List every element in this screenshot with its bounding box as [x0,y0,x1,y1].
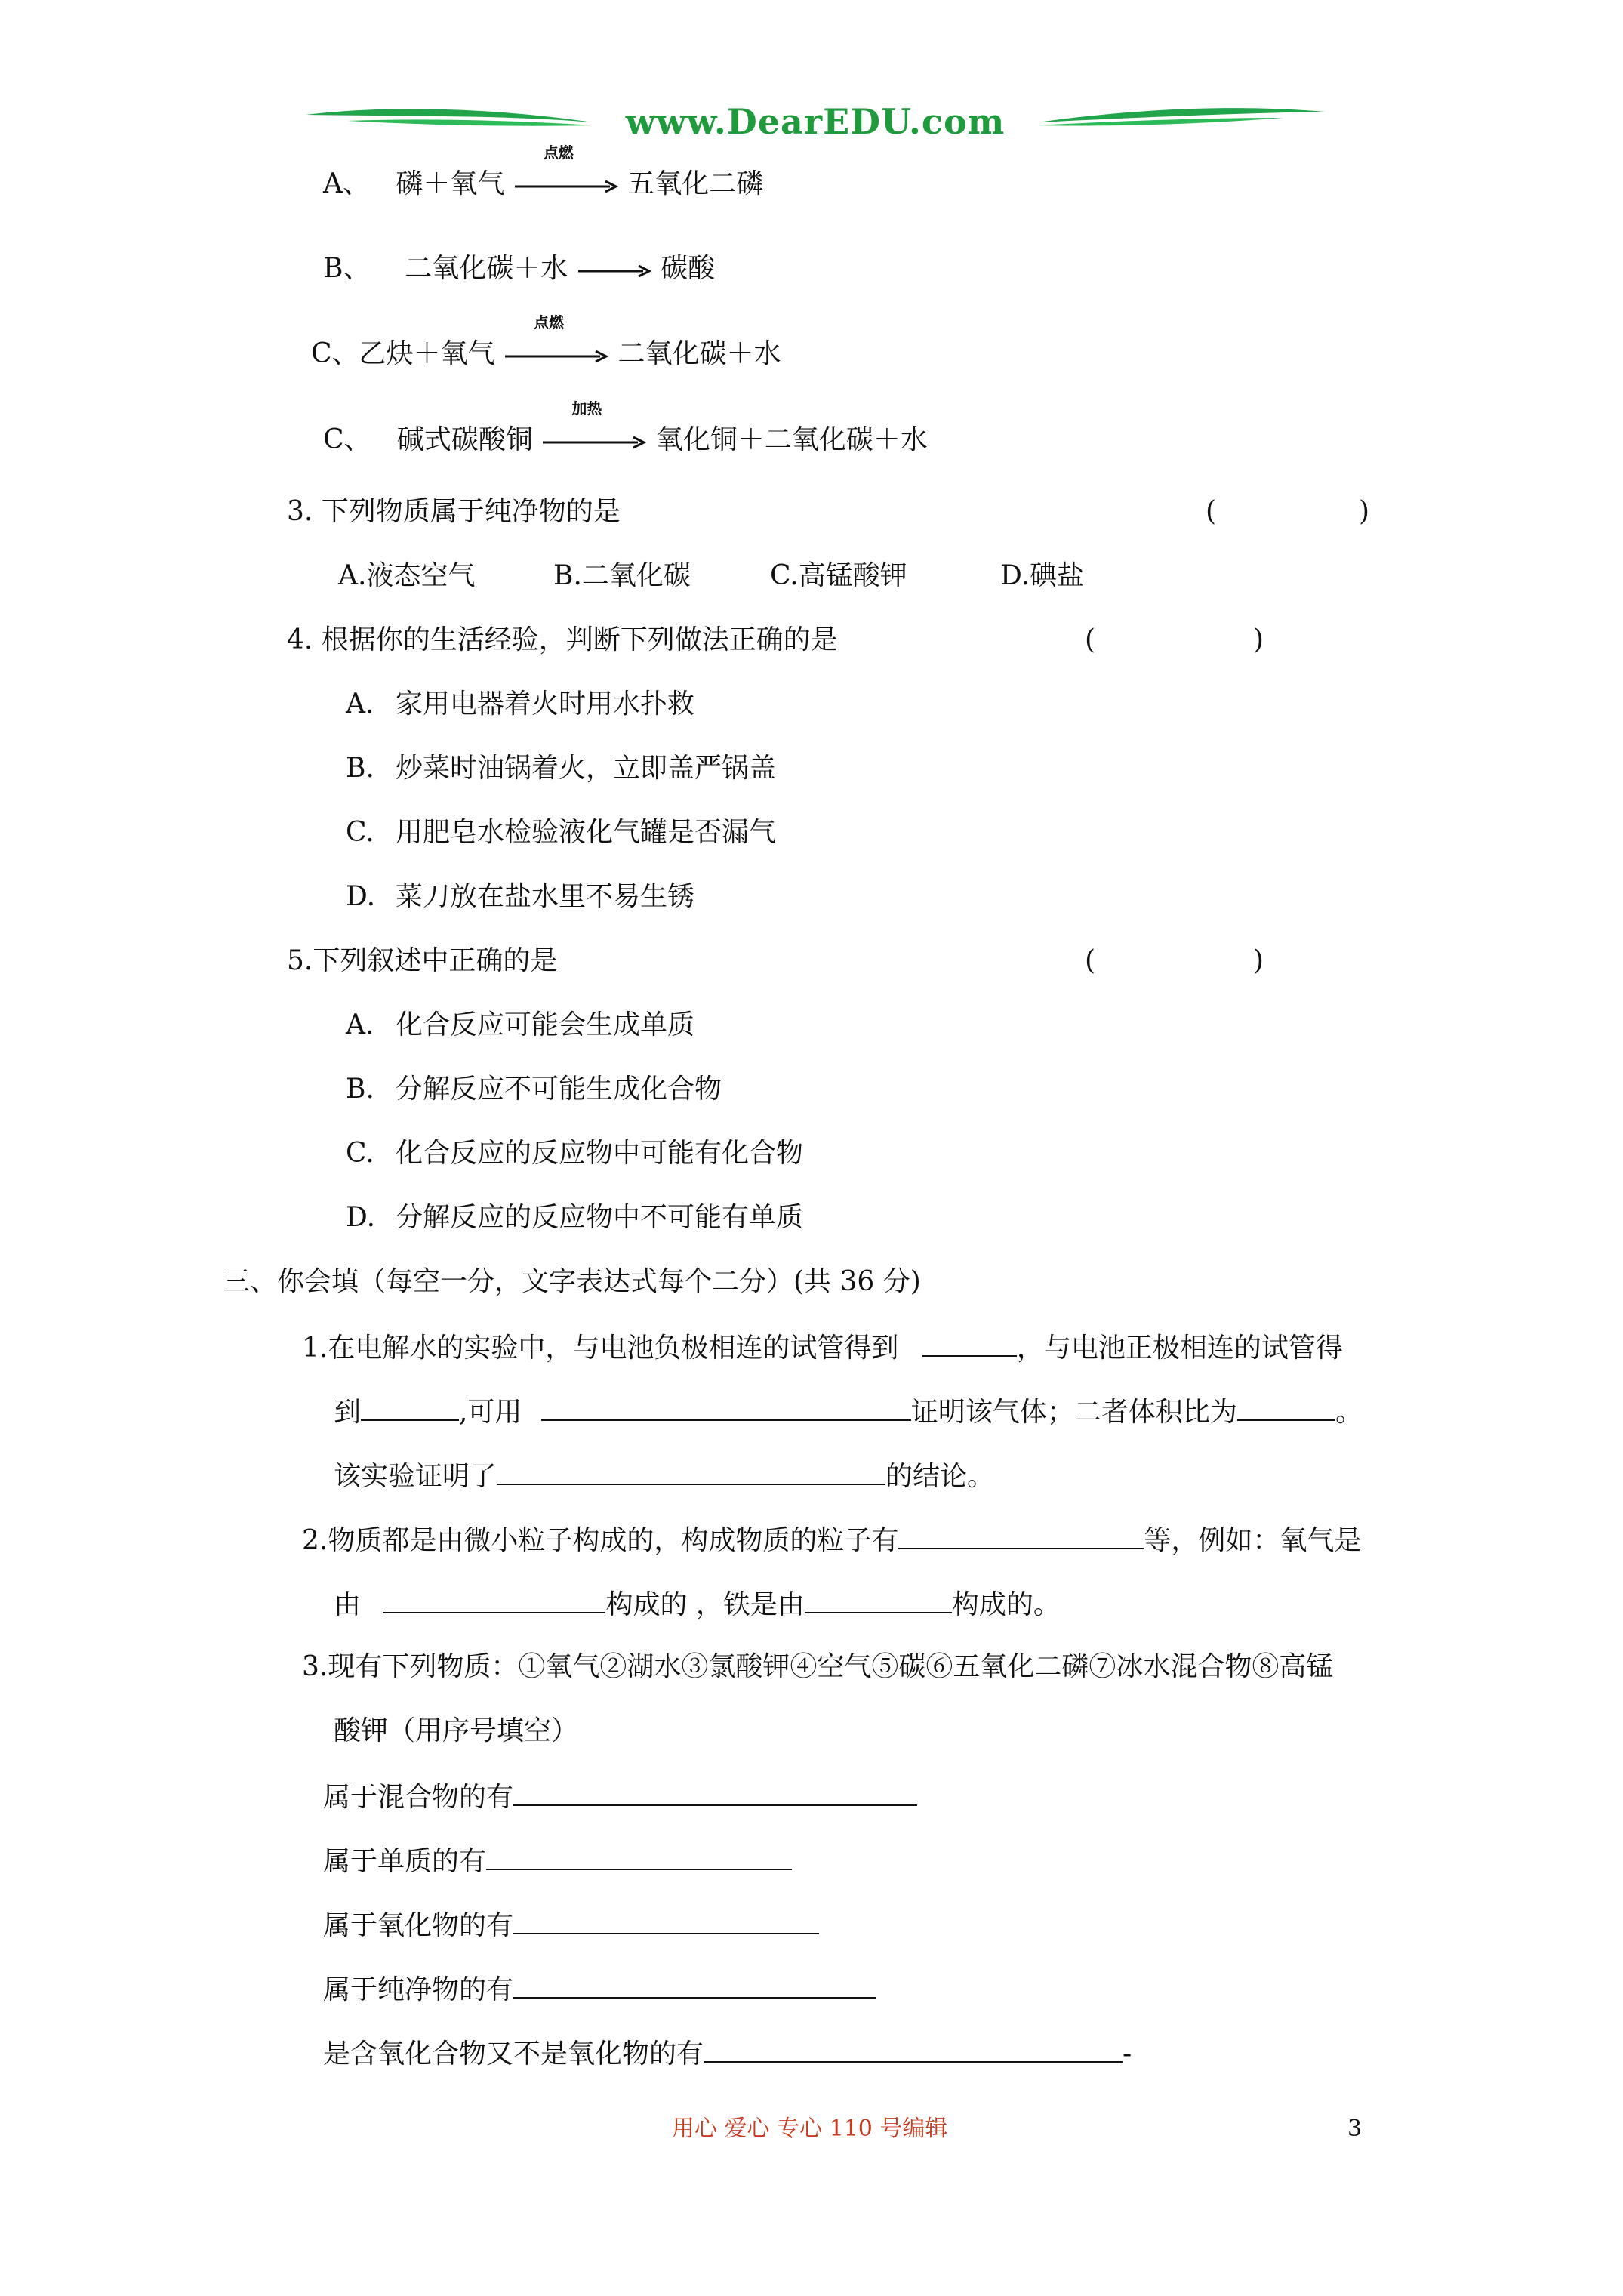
option-text: 化合反应的反应物中可能有化合物 [396,1138,804,1169]
option-text: 家用电器着火时用水扑救 [396,689,695,720]
answer-blank[interactable] [922,1333,1017,1357]
fill-question-1-line-2 [334,1397,1363,1426]
pure-substance-row [323,1974,876,2004]
reaction-arrow [513,143,619,199]
option-text: 分解反应不可能生成化合物 [396,1074,722,1105]
fill-question-2-line-2 [334,1589,1061,1619]
option-d: D.碘盐 [1000,560,1085,591]
text: 到 [334,1397,362,1428]
option-label: A. [346,1009,374,1040]
answer-blank[interactable] [513,1782,917,1806]
answer-paren-open: ( [1206,496,1217,527]
option-label: B、 [323,253,371,284]
option-text: 菜刀放在盐水里不易生锈 [396,881,695,912]
reaction-arrow [577,257,652,284]
reaction-a [323,143,764,199]
option-text: 用肥皂水检验液化气罐是否漏气 [396,817,777,848]
text: 的结论。 [885,1461,995,1492]
fill-question-3-line-1: 3.现有下列物质：①氧气②湖水③氯酸钾④空气⑤碳⑥五氧化二磷⑦冰水混合物⑧高锰 [302,1651,1334,1682]
answer-blank[interactable] [497,1461,885,1485]
reactants: 二氧化碳＋水 [405,253,568,284]
site-header [302,98,1329,143]
row-label: 属于纯净物的有 [323,1974,514,2005]
text: 2.物质都是由微小粒子构成的，构成物质的粒子有 [302,1525,899,1556]
option-label: D. [346,881,376,912]
products: 氧化铜＋二氧化碳＋水 [655,424,928,455]
answer-blank[interactable] [704,2039,1123,2063]
reaction-d [323,399,928,455]
text: ,可用 [459,1397,522,1428]
products: 二氧化碳＋水 [617,338,781,369]
element-row [323,1846,792,1875]
option-a [346,691,694,718]
products: 碳酸 [661,253,716,284]
text: 证明该气体；二者体积比为 [910,1397,1237,1428]
reactants: 碱式碳酸铜 [396,424,533,455]
reactants: 磷＋氧气 [396,168,505,199]
text: 等，例如：氧气是 [1144,1525,1362,1556]
row-label: 属于单质的有 [323,1846,487,1877]
answer-paren-close: ) [1253,945,1264,976]
option-a [346,1009,695,1040]
option-label: A. [346,689,374,720]
answer-blank[interactable] [513,1910,819,1934]
answer-paren-open: ( [1085,624,1096,655]
oxide-row [323,1910,819,1940]
answer-paren-open: ( [1085,945,1096,976]
option-d [346,1204,803,1231]
fill-question-1-line-3 [334,1461,994,1490]
mixture-row [323,1782,917,1811]
question-4-stem: 4. 根据你的生活经验，判断下列做法正确的是 [287,624,838,655]
answer-paren-close: ) [1253,624,1264,655]
fill-question-1-line-1 [302,1333,1343,1362]
option-label: C. [346,1138,374,1169]
answer-blank[interactable] [361,1397,459,1421]
left-swoosh-decoration [302,98,596,143]
option-text: 分解反应的反应物中不可能有单质 [396,1202,804,1233]
row-label: 是含氧化合物又不是氧化物的有 [323,2039,704,2069]
option-text: 化合反应可能会生成单质 [396,1009,695,1040]
answer-blank[interactable] [898,1525,1144,1549]
option-text: 炒菜时油锅着火，立即盖严锅盖 [396,753,777,784]
answer-blank[interactable] [383,1589,605,1613]
row-label: 属于混合物的有 [323,1782,514,1813]
option-label: C、 [311,338,359,369]
section-title: 三、你会填（每空一分，文字表达式每个二分）(共 36 分) [223,1266,921,1297]
option-label: C、 [323,424,371,455]
option-label: D. [346,1202,376,1233]
option-b: B.二氧化碳 [553,560,691,591]
answer-blank[interactable] [541,1397,911,1421]
option-b [346,755,776,782]
option-b [346,1076,722,1103]
option-label: A、 [323,168,370,199]
answer-blank[interactable] [1237,1397,1335,1421]
oxygen-compound-row [323,2039,1132,2068]
option-d [346,883,694,911]
option-a: A.液态空气 [338,560,476,591]
answer-paren-close: ) [1359,496,1370,527]
text: 构成的。 [951,1589,1061,1620]
question-3-stem: 3. 下列物质属于纯净物的是 [287,496,621,527]
option-label: C. [346,817,374,848]
row-label: 属于氧化物的有 [323,1910,514,1941]
fill-question-3-line-2: 酸钾（用序号填空） [334,1715,579,1746]
text: ，与电池正极相连的试管得 [1016,1333,1343,1364]
text: 1.在电解水的实验中，与电池负极相连的试管得到 [302,1333,899,1364]
answer-blank[interactable] [486,1846,792,1870]
text: 该实验证明了 [334,1461,497,1492]
answer-blank[interactable] [805,1589,952,1613]
reaction-condition: 加热 [571,399,602,418]
fill-question-2-line-1 [302,1525,1361,1555]
reaction-condition: 点燃 [534,313,565,331]
option-c [346,819,776,846]
trailing-mark: - [1123,2039,1132,2069]
right-swoosh-decoration [1034,98,1329,143]
reaction-c [311,313,781,369]
reaction-condition: 点燃 [543,143,574,162]
page-number: 3 [1347,2116,1363,2142]
answer-blank[interactable] [513,1974,876,1999]
option-c: C.高锰酸钾 [770,560,907,591]
text: 构成的 ，铁是由 [605,1589,805,1620]
reactants: 乙炔＋氧气 [359,338,495,369]
reaction-arrow [504,313,609,369]
question-5-stem: 5.下列叙述中正确的是 [287,945,558,976]
text: 由 [334,1589,362,1620]
reaction-b [323,255,715,284]
reaction-arrow [541,399,647,455]
site-brand[interactable]: www.DearEDU.com [625,101,1006,142]
option-label: B. [346,753,374,784]
option-c [346,1140,803,1167]
option-label: B. [346,1074,374,1105]
footer-editor-note: 用心 爱心 专心 110 号编辑 [672,2116,948,2142]
text: 。 [1335,1397,1363,1428]
products: 五氧化二磷 [627,168,764,199]
